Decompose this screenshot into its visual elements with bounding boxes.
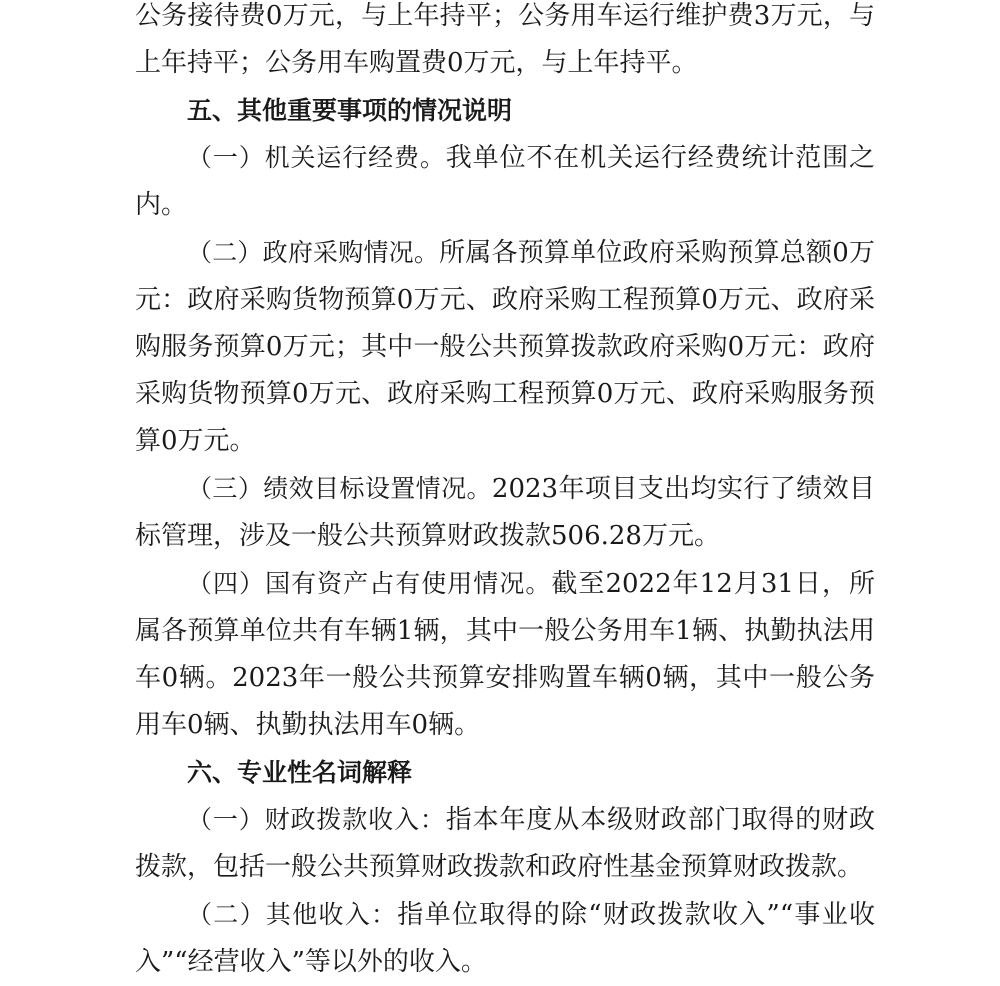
- item-lead: （二）政府采购情况。: [187, 238, 440, 267]
- item-text: 所属各预算单位政府采购预算总额0万元：政府采购货物预算0万元、政府采购工程预算0万元、政府采购服务预算0万元；其中一般公共预算拨款政府采购0万元：政府采购货物预算0万元、政府采购工程预算0万元、政府采购服务预算0万元。: [135, 238, 875, 456]
- item-lead: （二）其他收入：: [187, 900, 398, 929]
- document-page: [135, 0, 875, 975]
- item-lead: （一）财政拨款收入：: [187, 805, 446, 834]
- section-five-item-performance-goals: [135, 465, 875, 560]
- section-five-item-state-assets: [135, 560, 875, 749]
- item-text: 2023年项目支出均实行了绩效目标管理，涉及一般公共预算财政拨款506.28万元。: [135, 474, 875, 551]
- section-five-item-operating-funds: [135, 134, 875, 229]
- item-text: 指单位取得的除“财政拨款收入”“事业收入”“经营收入”等以外的收入。: [135, 900, 875, 977]
- section-six-heading: 六、专业性名词解释: [187, 758, 413, 787]
- section-six-item-fiscal-income: [135, 796, 875, 891]
- item-text: 截至2022年12月31日，所属各预算单位共有车辆1辆，其中一般公务用车1辆、执勤执法用车0辆。2023年一般公共预算安排购置车辆0辆，其中一般公务用车0辆、执勤执法用车0辆。: [135, 569, 875, 740]
- item-lead: （四）国有资产占有使用情况。: [187, 569, 552, 598]
- section-five-item-procurement: [135, 229, 875, 465]
- item-lead: （三）绩效目标设置情况。: [187, 474, 492, 503]
- intro-continuation-paragraph: 公务接待费0万元，与上年持平；公务用车运行维护费3万元，与上年持平；公务用车购置费0万元，与上年持平。: [135, 1, 875, 78]
- item-text: 我单位不在机关运行经费统计范围之内。: [135, 143, 875, 220]
- item-text: 指本年度从本级财政部门取得的财政拨款，包括一般公共预算财政拨款和政府性基金预算财政拨款。: [135, 805, 875, 882]
- section-five-heading: 五、其他重要事项的情况说明: [187, 96, 513, 125]
- item-lead: （一）机关运行经费。: [187, 143, 446, 172]
- section-six-item-other-income: [135, 891, 875, 986]
